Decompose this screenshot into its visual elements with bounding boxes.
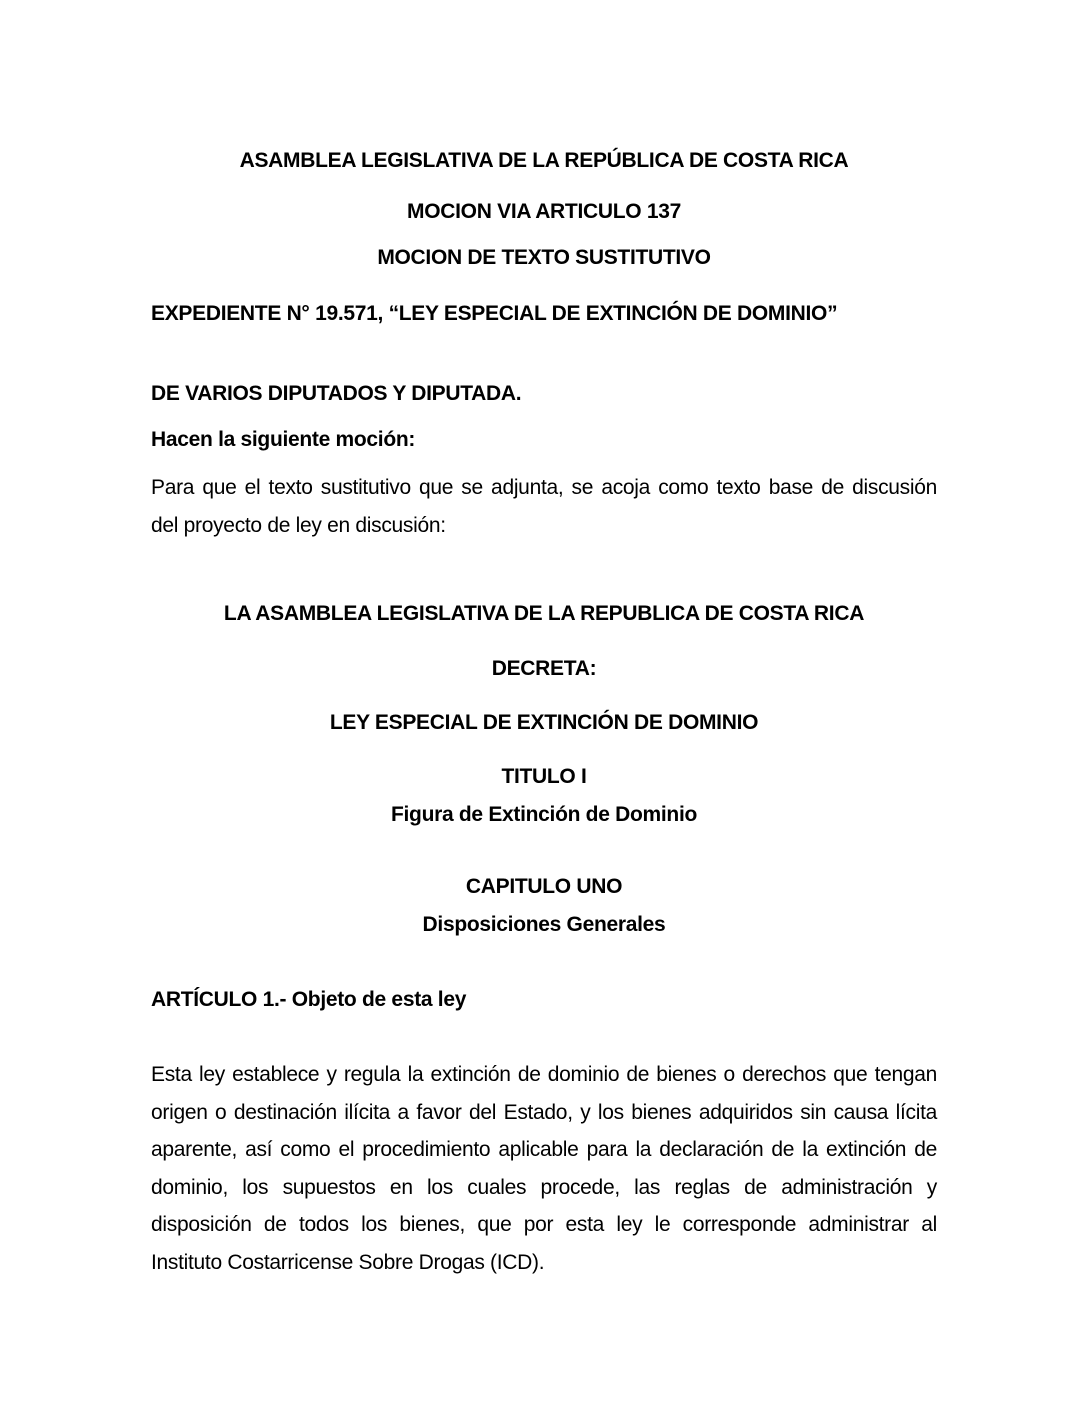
article-line: disposición de todos los bienes, que por esta ley le corresponde administrar al xyxy=(151,1213,937,1237)
chapter-number: CAPITULO UNO xyxy=(465,875,623,898)
header-assembly-title: ASAMBLEA LEGISLATIVA DE LA REPÚBLICA DE COSTA RICA xyxy=(239,149,849,172)
law-title: LEY ESPECIAL DE EXTINCIÓN DE DOMINIO xyxy=(329,711,759,734)
motion-intro: Hacen la siguiente moción: xyxy=(151,428,416,451)
header-motion-subtitle: MOCION DE TEXTO SUSTITUTIVO xyxy=(377,246,711,269)
chapter-name: Disposiciones Generales xyxy=(422,913,666,936)
motion-paragraph xyxy=(151,469,937,544)
title-number: TITULO I xyxy=(501,765,587,788)
article-line: Esta ley establece y regula la extinción de dominio de bienes o derechos que tengan xyxy=(151,1063,937,1086)
title-name: Figura de Extinción de Dominio xyxy=(390,803,698,826)
authors-line: DE VARIOS DIPUTADOS Y DIPUTADA. xyxy=(151,382,522,405)
article-line: aparente, así como el procedimiento aplicable para la declaración de la extinción de xyxy=(151,1138,937,1162)
article-line: dominio, los supuestos en los cuales procede, las reglas de administración y xyxy=(151,1175,937,1199)
motion-line: del proyecto de ley en discusión: xyxy=(151,513,446,537)
expediente-line: EXPEDIENTE N° 19.571, “LEY ESPECIAL DE EXTINCIÓN DE DOMINIO” xyxy=(151,302,838,325)
header-motion-type: MOCION VIA ARTICULO 137 xyxy=(407,200,681,223)
motion-line: Para que el texto sustitutivo que se adjunta, se acoja como texto base de discusión xyxy=(151,476,937,499)
decree-decreta: DECRETA: xyxy=(491,657,597,680)
article-heading: ARTÍCULO 1.- Objeto de esta ley xyxy=(151,988,467,1011)
article-line: origen o destinación ilícita a favor del Estado, y los bienes adquiridos sin causa lícita xyxy=(151,1100,937,1124)
article-line: Instituto Costarricense Sobre Drogas (ICD). xyxy=(151,1250,545,1274)
article-paragraph xyxy=(151,1056,937,1282)
decree-assembly: LA ASAMBLEA LEGISLATIVA DE LA REPUBLICA DE COSTA RICA xyxy=(223,602,865,625)
